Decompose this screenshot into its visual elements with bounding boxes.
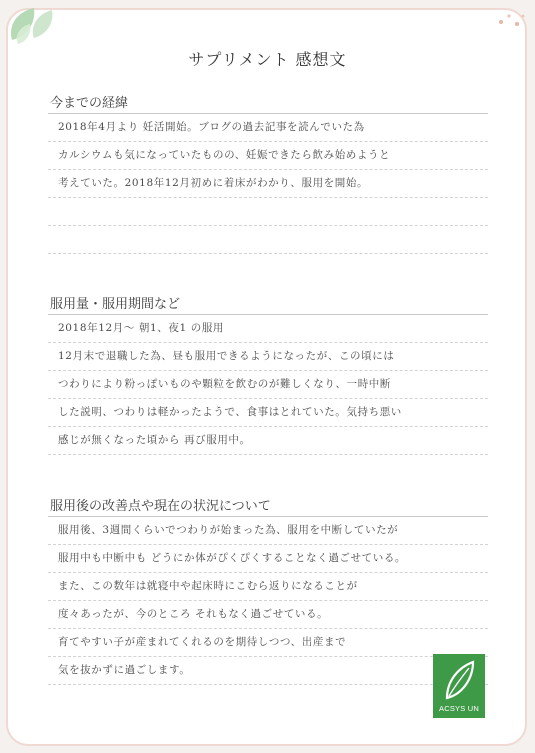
handwritten-line: 服用後、3週間くらいでつわりが始まった為、服用を中断していたが bbox=[48, 517, 488, 545]
handwritten-line bbox=[48, 226, 488, 254]
handwritten-line: 育てやすい子が産まれてくれるのを期待しつつ、出産まで bbox=[48, 629, 488, 657]
handwritten-line: 2018年4月より 妊活開始。ブログの過去記事を読んでいた為 bbox=[48, 114, 488, 142]
logo-text: ACSYS UN bbox=[439, 704, 479, 713]
brand-logo bbox=[433, 654, 485, 718]
handwritten-line: した説明、つわりは軽かったようで、食事はとれていた。気持ち悪い bbox=[48, 399, 488, 427]
handwritten-line: 服用中も中断中も どうにか体がぴくぴくすることなく過ごせている。 bbox=[48, 545, 488, 573]
page-title: サプリメント 感想文 bbox=[188, 50, 347, 69]
handwritten-line: カルシウムも気になっていたものの、妊娠できたら飲み始めようと bbox=[48, 142, 488, 170]
handwritten-line: 気を抜かずに過ごします。 bbox=[48, 657, 488, 685]
leaf-logo-icon bbox=[433, 656, 485, 704]
handwritten-line bbox=[48, 198, 488, 226]
dot-decoration-icon bbox=[497, 10, 527, 32]
section-history bbox=[48, 95, 488, 254]
section-dosage bbox=[48, 296, 488, 455]
handwritten-line: また、この数年は就寝中や起床時にこむら返りになることが bbox=[48, 573, 488, 601]
handwritten-line: 考えていた。2018年12月初めに着床がわかり、服用を開始。 bbox=[48, 170, 488, 198]
section-improvements bbox=[48, 498, 488, 685]
section-heading: 服用後の改善点や現在の状況について bbox=[48, 498, 488, 517]
section-heading: 服用量・服用期間など bbox=[48, 296, 488, 315]
handwritten-line: 2018年12月～ 朝1、夜1 の服用 bbox=[48, 315, 488, 343]
handwritten-line: 12月末で退職した為、昼も服用できるようになったが、この頃には bbox=[48, 343, 488, 371]
section-heading: 今までの経緯 bbox=[48, 95, 488, 114]
leaf-decoration-icon bbox=[4, 0, 64, 46]
handwritten-line: つわりにより粉っぽいものや顆粒を飲むのが難しくなり、一時中断 bbox=[48, 371, 488, 399]
handwritten-line: 感じが無くなった頃から 再び服用中。 bbox=[48, 427, 488, 455]
handwritten-line: 度々あったが、今のところ それもなく過ごせている。 bbox=[48, 601, 488, 629]
